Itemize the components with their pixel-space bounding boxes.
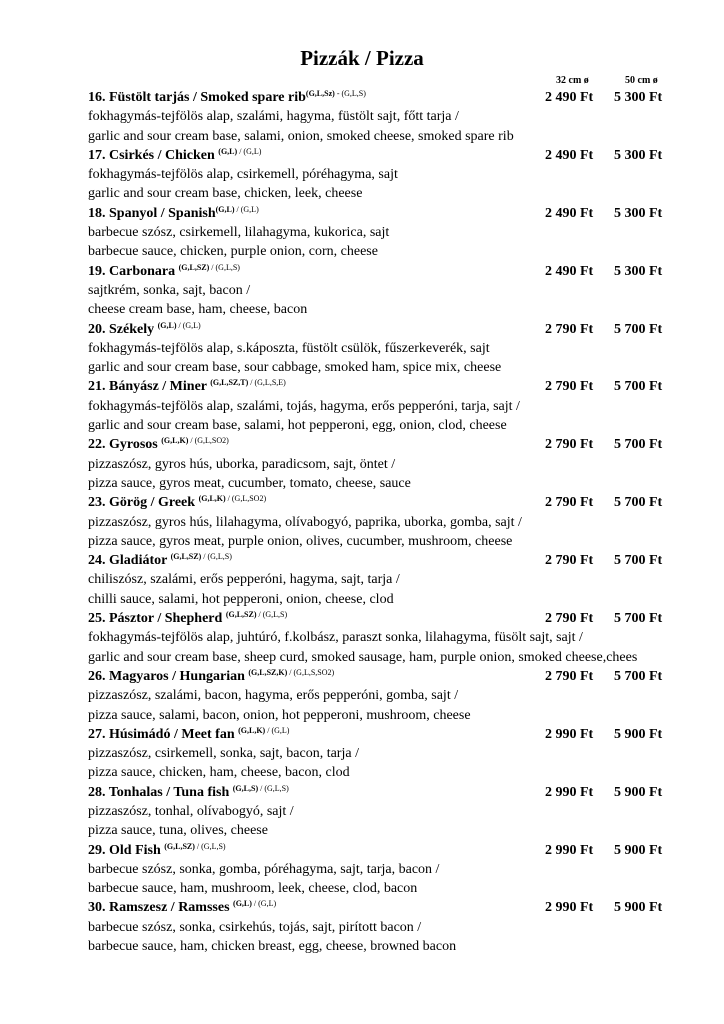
pizza-name-text: 30. Ramszesz / Ramsses xyxy=(88,900,234,916)
description-hu: pizzaszósz, gyros hús, uborka, paradicsom, sajt, öntet / xyxy=(88,456,396,472)
description-en-row xyxy=(0,590,724,609)
allergen-codes: (G,L) xyxy=(218,146,238,156)
description-en: garlic and sour cream base, sour cabbage, smoked ham, spice mix, cheese xyxy=(88,360,502,376)
allergen-codes-alt: / (G,L) xyxy=(237,146,262,156)
pizza-name-text: 20. Székely xyxy=(88,321,158,337)
menu-item-header xyxy=(0,667,724,686)
pizza-name xyxy=(88,263,240,281)
description-en: barbecue sauce, chicken, purple onion, corn, cheese xyxy=(88,244,378,260)
pizza-name-text: 23. Görög / Greek xyxy=(88,495,199,511)
description-en-row xyxy=(0,937,724,956)
pizza-name xyxy=(88,205,259,223)
description-en-row xyxy=(0,532,724,551)
pizza-name xyxy=(88,494,266,512)
allergen-codes-alt: / (G,L) xyxy=(265,725,290,735)
pizza-name xyxy=(88,89,366,107)
menu-item-header xyxy=(0,493,724,512)
pizza-name-text: 18. Spanyol / Spanish xyxy=(88,205,216,221)
pizza-name-text: 27. Húsimádó / Meet fan xyxy=(88,726,239,742)
description-hu: fokhagymás-tejfölös alap, juhtúró, f.kolbász, paraszt sonka, lilahagyma, füsölt sajt, sajt / xyxy=(88,630,583,646)
menu-item-header xyxy=(0,88,724,107)
description-hu-row xyxy=(0,802,724,821)
description-en: garlic and sour cream base, salami, hot pepperoni, egg, onion, clod, cheese xyxy=(88,418,507,434)
description-hu: pizzaszósz, csirkemell, sonka, sajt, bacon, tarja / xyxy=(88,746,359,762)
price-32cm: 2 790 Ft xyxy=(545,668,594,684)
allergen-codes: (G,L,S) xyxy=(232,783,259,793)
allergen-codes: (G,L,Sz) xyxy=(305,89,335,98)
description-en-row xyxy=(0,821,724,840)
description-en: pizza sauce, salami, bacon, onion, hot pepperoni, mushroom, cheese xyxy=(88,707,471,723)
description-en: garlic and sour cream base, chicken, leek, cheese xyxy=(88,186,363,202)
menu-item-header xyxy=(0,609,724,628)
pizza-name-text: 29. Old Fish xyxy=(88,842,165,858)
menu-item-header xyxy=(0,262,724,281)
description-hu-row xyxy=(0,223,724,242)
menu-item xyxy=(0,377,724,435)
price-32cm: 2 990 Ft xyxy=(545,784,594,800)
description-hu: fokhagymás-tejfölös alap, s.káposzta, füstölt csülök, fűszerkeverék, sajt xyxy=(88,340,490,356)
price-50cm: 5 700 Ft xyxy=(614,495,663,511)
description-en: barbecue sauce, ham, mushroom, leek, cheese, clod, bacon xyxy=(88,881,418,897)
allergen-codes-alt: / (G,L,S,SO2) xyxy=(287,667,335,677)
pizza-name xyxy=(88,378,286,396)
menu-item-header xyxy=(0,551,724,570)
menu-item xyxy=(0,262,724,320)
price-32cm: 2 490 Ft xyxy=(545,90,594,105)
menu-item xyxy=(0,841,724,899)
description-hu: barbecue szósz, sonka, csirkehús, tojás, sajt, pirított bacon / xyxy=(88,919,422,935)
price-50cm: 5 700 Ft xyxy=(614,437,663,453)
description-hu: sajtkrém, sonka, sajt, bacon / xyxy=(88,282,251,298)
price-50cm: 5 300 Ft xyxy=(614,263,663,279)
menu-item-header xyxy=(0,435,724,454)
menu-item xyxy=(0,898,724,956)
price-32cm: 2 790 Ft xyxy=(545,553,594,569)
price-32cm: 2 990 Ft xyxy=(545,900,594,916)
allergen-codes-alt: / (G,L,S,E) xyxy=(248,378,286,388)
allergen-codes-alt: / (G,L,S) xyxy=(258,783,289,793)
allergen-codes-alt: / (G,L,SO2) xyxy=(188,436,229,446)
price-32cm: 2 490 Ft xyxy=(545,263,594,279)
pizza-name-text: 16. Füstölt tarjás / Smoked spare rib xyxy=(88,90,306,105)
allergen-codes: (G,L,K) xyxy=(238,725,266,735)
page-title: Pizzák / Pizza xyxy=(300,46,424,70)
allergen-codes: (G,L,SZ,T) xyxy=(210,378,249,388)
description-hu: fokhagymás-tejfölös alap, szalámi, hagyma, füstölt sajt, főtt tarja / xyxy=(88,109,459,125)
menu-item xyxy=(0,783,724,841)
allergen-codes-alt: / (G,L,S) xyxy=(194,841,226,851)
price-50cm: 5 700 Ft xyxy=(614,611,663,627)
allergen-codes: (G,L,SZ) xyxy=(178,262,210,272)
allergen-codes-alt: / (G,L,S) xyxy=(209,262,240,272)
description-hu-row xyxy=(0,860,724,879)
description-en-row xyxy=(0,648,724,667)
menu-item xyxy=(0,725,724,783)
description-hu: fokhagymás-tejfölös alap, szalámi, tojás, hagyma, erős pepperóni, tarja, sajt / xyxy=(88,398,520,414)
description-en: pizza sauce, chicken, ham, cheese, bacon, clod xyxy=(88,765,350,781)
allergen-codes: (G,L,SZ,K) xyxy=(248,667,288,677)
pizza-name xyxy=(88,147,261,165)
price-50cm: 5 300 Ft xyxy=(614,205,663,221)
description-en: cheese cream base, ham, cheese, bacon xyxy=(88,302,308,318)
price-32cm: 2 490 Ft xyxy=(545,205,594,221)
price-50cm: 5 900 Ft xyxy=(614,842,663,858)
description-en-row xyxy=(0,416,724,435)
menu-item xyxy=(0,88,724,146)
pizza-name xyxy=(88,899,276,917)
pizza-name xyxy=(88,321,201,339)
allergen-codes: (G,L,SZ) xyxy=(170,552,202,562)
pizza-name-text: 17. Csirkés / Chicken xyxy=(88,147,219,163)
price-50cm: 5 700 Ft xyxy=(614,379,663,395)
description-hu: pizzaszósz, tonhal, olívabogyó, sajt / xyxy=(88,803,294,819)
description-hu-row xyxy=(0,455,724,474)
description-en: pizza sauce, tuna, olives, cheese xyxy=(88,823,268,839)
description-en-row xyxy=(0,358,724,377)
price-50cm: 5 300 Ft xyxy=(614,90,663,105)
menu-item xyxy=(0,493,724,551)
description-en: pizza sauce, gyros meat, cucumber, tomato, cheese, sauce xyxy=(88,475,411,491)
menu-item-header xyxy=(0,841,724,860)
description-hu: barbecue szósz, sonka, gomba, póréhagyma, sajt, tarja, bacon / xyxy=(88,861,440,877)
price-32cm: 2 790 Ft xyxy=(545,495,594,511)
size-50-label: 50 cm ø xyxy=(625,75,658,86)
allergen-codes: (G,L,K) xyxy=(161,436,189,446)
description-hu-row xyxy=(0,397,724,416)
allergen-codes: (G,L) xyxy=(157,320,177,330)
pizza-name xyxy=(88,668,334,686)
menu-item xyxy=(0,204,724,262)
description-hu: pizzaszósz, gyros hús, lilahagyma, olívabogyó, paprika, uborka, gomba, sajt / xyxy=(88,514,522,530)
menu-item xyxy=(0,320,724,378)
allergen-codes-alt: / (G,L,S) xyxy=(201,552,232,562)
description-hu-row xyxy=(0,281,724,300)
allergen-codes-alt: / (G,L) xyxy=(234,204,259,214)
description-en: garlic and sour cream base, sheep curd, smoked sausage, ham, purple onion, smoked cheese,chees xyxy=(88,649,638,665)
description-hu: pizzaszósz, szalámi, bacon, hagyma, erős pepperóni, gomba, sajt / xyxy=(88,688,459,704)
allergen-codes-alt: / (G,L) xyxy=(176,320,201,330)
menu-item xyxy=(0,146,724,204)
description-hu-row xyxy=(0,570,724,589)
pizza-name-text: 26. Magyaros / Hungarian xyxy=(88,668,249,684)
description-en-row xyxy=(0,706,724,725)
menu-item-header xyxy=(0,377,724,396)
description-en-row xyxy=(0,879,724,898)
price-32cm: 2 990 Ft xyxy=(545,842,594,858)
menu-item-header xyxy=(0,898,724,917)
menu-item-header xyxy=(0,146,724,165)
allergen-codes-alt: / (G,L,SO2) xyxy=(225,494,267,504)
description-en-row xyxy=(0,184,724,203)
pizza-name xyxy=(88,726,289,744)
description-hu-row xyxy=(0,686,724,705)
pizza-name-text: 22. Gyrosos xyxy=(88,437,162,453)
description-hu-row xyxy=(0,513,724,532)
pizza-name-text: 28. Tonhalas / Tuna fish xyxy=(88,784,233,800)
price-50cm: 5 700 Ft xyxy=(614,668,663,684)
price-50cm: 5 900 Ft xyxy=(614,726,663,742)
description-hu-row xyxy=(0,165,724,184)
size-32-label: 32 cm ø xyxy=(556,75,589,86)
pizza-name-text: 25. Pásztor / Shepherd xyxy=(88,611,226,627)
description-en-row xyxy=(0,474,724,493)
allergen-codes: (G,L,SZ) xyxy=(225,610,257,620)
pizza-name xyxy=(88,552,232,570)
description-en: pizza sauce, gyros meat, purple onion, olives, cucumber, mushroom, cheese xyxy=(88,533,513,549)
description-hu: fokhagymás-tejfölös alap, csirkemell, póréhagyma, sajt xyxy=(88,167,398,183)
menu-item xyxy=(0,551,724,609)
description-en: barbecue sauce, ham, chicken breast, egg, cheese, browned bacon xyxy=(88,939,457,955)
price-32cm: 2 990 Ft xyxy=(545,726,594,742)
menu-item-header xyxy=(0,204,724,223)
menu-item xyxy=(0,667,724,725)
description-hu-row xyxy=(0,918,724,937)
allergen-codes: (G,L,K) xyxy=(198,494,226,504)
price-32cm: 2 790 Ft xyxy=(545,379,594,395)
price-32cm: 2 490 Ft xyxy=(545,147,594,163)
description-en-row xyxy=(0,763,724,782)
pizza-list xyxy=(0,88,724,956)
allergen-codes: (G,L,SZ) xyxy=(164,841,195,851)
price-32cm: 2 790 Ft xyxy=(545,611,594,627)
allergen-codes: (G,L) xyxy=(233,899,252,909)
description-en: chilli sauce, salami, hot pepperoni, onion, cheese, clod xyxy=(88,591,394,607)
description-hu-row xyxy=(0,628,724,647)
allergen-codes-alt: / (G,L) xyxy=(251,899,277,909)
pizza-name-text: 21. Bányász / Miner xyxy=(88,379,211,395)
pizza-name xyxy=(88,436,229,454)
price-32cm: 2 790 Ft xyxy=(545,321,594,337)
description-hu-row xyxy=(0,339,724,358)
price-50cm: 5 700 Ft xyxy=(614,321,663,337)
allergen-codes-alt: / (G,L,S) xyxy=(256,610,288,620)
pizza-name xyxy=(88,610,287,628)
pizza-name-text: 24. Gladiátor xyxy=(88,553,171,569)
price-50cm: 5 900 Ft xyxy=(614,900,663,916)
pizza-name-text: 19. Carbonara xyxy=(88,263,179,279)
description-hu: chiliszósz, szalámi, erős pepperóni, hagyma, sajt, tarja / xyxy=(88,572,400,588)
description-en-row xyxy=(0,127,724,146)
menu-item-header xyxy=(0,783,724,802)
allergen-codes-alt: - (G,L,S) xyxy=(334,89,366,98)
menu-item xyxy=(0,435,724,493)
description-hu: barbecue szósz, csirkemell, lilahagyma, kukorica, sajt xyxy=(88,225,390,241)
pizza-name xyxy=(88,842,226,860)
price-32cm: 2 790 Ft xyxy=(545,437,594,453)
description-en: garlic and sour cream base, salami, onion, smoked cheese, smoked spare rib xyxy=(88,128,514,144)
price-50cm: 5 300 Ft xyxy=(614,147,663,163)
menu-item xyxy=(0,609,724,667)
description-en-row xyxy=(0,300,724,319)
price-50cm: 5 700 Ft xyxy=(614,553,663,569)
menu-item-header xyxy=(0,320,724,339)
description-hu-row xyxy=(0,744,724,763)
description-hu-row xyxy=(0,107,724,126)
pizza-name xyxy=(88,784,289,802)
allergen-codes: (G,L) xyxy=(215,204,235,214)
description-en-row xyxy=(0,242,724,261)
menu-item-header xyxy=(0,725,724,744)
price-50cm: 5 900 Ft xyxy=(614,784,663,800)
